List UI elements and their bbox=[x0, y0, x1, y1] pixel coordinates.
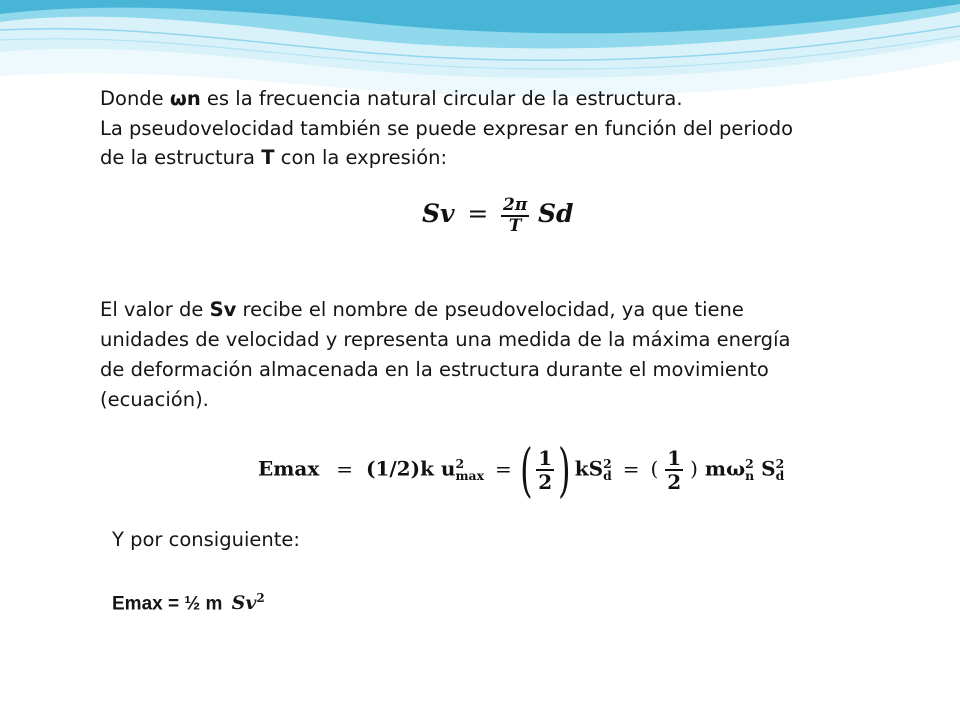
big-left-paren: ( bbox=[519, 436, 533, 504]
eq2-fraction-1: $\frac{1}{2}$ bbox=[538, 446, 553, 494]
eq1-numerator: 2π bbox=[502, 195, 528, 215]
body-line-1: El valor de Sv recibe el nombre de pseudovelocidad, ya que tiene bbox=[100, 298, 744, 321]
intro-line-3: de la estructura T con la expresión: bbox=[100, 146, 448, 169]
intro-line-2: La pseudovelocidad también se puede expresar en función del periodo bbox=[100, 117, 794, 140]
eq1-denominator: T bbox=[508, 215, 522, 236]
omega-n-bold: ωn bbox=[169, 87, 201, 110]
eq1-lhs: Sv bbox=[422, 199, 455, 229]
intro-line-1: Donde ωn es la frecuencia natural circular de la estructura. bbox=[100, 87, 683, 110]
eq2-fraction-2: $\frac{1}{2}$ bbox=[667, 446, 682, 494]
body-line-3: de deformación almacenada en la estructura durante el movimiento bbox=[100, 358, 769, 381]
eq1-fraction bbox=[501, 196, 529, 235]
eq1-equals: = bbox=[467, 199, 489, 229]
conclusion-formula: Emax = ½ m Sv$^2$ bbox=[112, 591, 265, 615]
eq2-lhs: Emax bbox=[258, 456, 320, 481]
eq1-rhs: Sd bbox=[537, 199, 574, 229]
body-line-4: (ecuación). bbox=[100, 388, 209, 411]
sv-bold: Sv bbox=[209, 298, 237, 321]
u-max-scripts: 2 max bbox=[455, 456, 484, 483]
big-right-paren: ) bbox=[558, 436, 571, 504]
equation-max-energy: Emax = (1/2)k u 2 max = ( $\frac{1}{2}$ ) kS 2 d = ( $\frac{1}{2}$ ) mω 2 n S 2 d bbox=[258, 436, 785, 504]
conclusion-label: Y por consiguiente: bbox=[112, 528, 300, 551]
period-t-bold: T bbox=[261, 146, 275, 169]
equation-pseudovelocity bbox=[422, 196, 574, 235]
body-line-2: unidades de velocidad y representa una medida de la máxima energía bbox=[100, 328, 791, 351]
